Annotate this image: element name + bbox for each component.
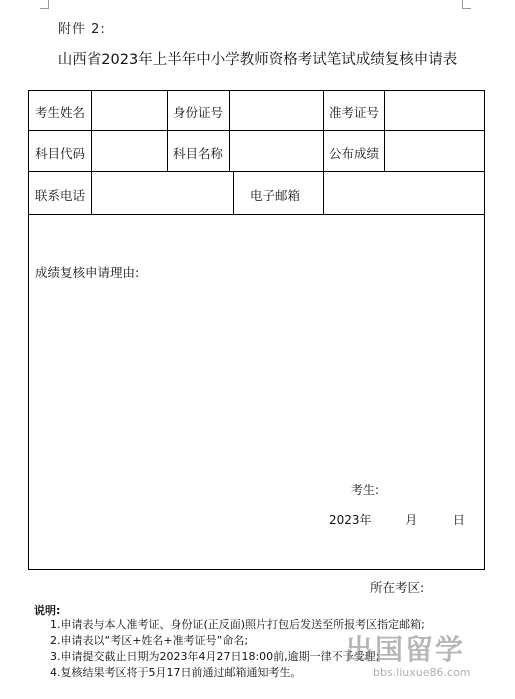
label-examinee-name: 考生姓名 bbox=[35, 105, 86, 120]
table-column-divider bbox=[384, 91, 385, 171]
label-phone: 联系电话 bbox=[35, 188, 86, 203]
page-corner-mark-right bbox=[462, 0, 471, 9]
table-column-divider bbox=[323, 91, 324, 214]
signature-date bbox=[329, 511, 465, 528]
attachment-label: 附件 2: bbox=[58, 22, 106, 37]
date-month: 月 bbox=[405, 513, 418, 527]
watermark-url: bbs.liuxue86.com bbox=[373, 666, 471, 679]
table-row-divider bbox=[29, 171, 484, 172]
list-item: 1.申请表与本人准考证、身份证(正反面)照片打包后发送至所报考区指定邮箱; bbox=[50, 618, 425, 631]
label-review-reason: 成绩复核申请理由: bbox=[35, 265, 140, 280]
label-published-score: 公布成绩 bbox=[329, 146, 380, 161]
label-id-number: 身份证号 bbox=[173, 105, 224, 120]
label-subject-code: 科目代码 bbox=[35, 146, 86, 161]
table-column-divider bbox=[229, 91, 230, 171]
label-email: 电子邮箱 bbox=[250, 188, 301, 203]
page-corner-mark-left bbox=[40, 0, 49, 9]
form-title: 山西省2023年上半年中小学教师资格考试笔试成绩复核申请表 bbox=[57, 52, 458, 68]
application-form-table bbox=[28, 90, 485, 570]
label-subject-name: 科目名称 bbox=[173, 146, 224, 161]
table-row-divider bbox=[29, 130, 484, 131]
site-watermark bbox=[345, 628, 505, 690]
table-column-divider bbox=[91, 91, 92, 214]
table-column-divider bbox=[233, 171, 234, 214]
date-year: 2023年 bbox=[329, 513, 372, 527]
table-column-divider bbox=[167, 91, 168, 171]
label-admission-number: 准考证号 bbox=[329, 105, 380, 120]
list-item: 3.申请提交截止日期为2023年4月27日18:00前,逾期一律不予受理; bbox=[50, 650, 380, 663]
list-item: 4.复核结果考区将于5月17日前通过邮箱通知考生。 bbox=[50, 666, 302, 679]
label-exam-district: 所在考区: bbox=[370, 580, 425, 595]
date-day: 日 bbox=[452, 513, 465, 527]
label-examinee-signature: 考生: bbox=[351, 483, 380, 497]
watermark-brand: 出国留学 bbox=[345, 633, 466, 666]
list-item: 2.申请表以“考区+姓名+准考证号”命名; bbox=[50, 634, 249, 647]
notes-heading: 说明: bbox=[34, 604, 61, 617]
table-row-divider bbox=[29, 214, 484, 215]
